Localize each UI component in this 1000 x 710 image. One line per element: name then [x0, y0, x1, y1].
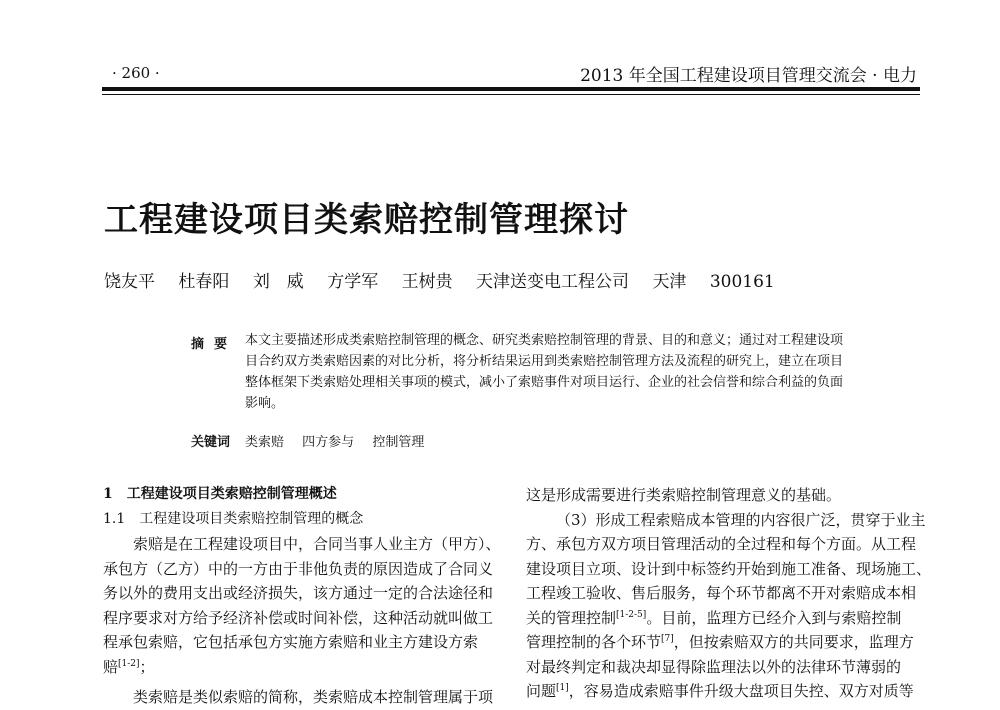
keyword: 控制管理 [372, 435, 425, 450]
city: 天津 [652, 272, 687, 292]
text-run: 问题 [526, 682, 557, 700]
text-run: ，但按索赔双方的共同要求，监理方 [673, 633, 914, 651]
paragraph-line: 建设项目立项、设计到中标签约开始到施工准备、现场施工、 [526, 559, 932, 578]
paragraph-line: （3）形成工程索赔成本管理的内容很广泛，贯穿于业主 [556, 510, 926, 529]
citation: [1-2-5] [616, 609, 647, 620]
paragraph-line: 类索赔是类似索赔的简称，类索赔成本控制管理属于项 [133, 688, 494, 706]
author: 刘 威 [252, 272, 304, 292]
paragraph-line: 这是形成需要进行类索赔控制管理意义的基础。 [526, 486, 842, 504]
abstract-line: 整体框架下类索赔处理相关事项的模式，减小了索赔事件对项目运行、企业的社会信誉和综合利益的负面 [245, 375, 844, 390]
paragraph-line: 程序要求对方给予经济补偿或时间补偿，这种活动就叫做工 [103, 608, 494, 627]
header-rule-thin [102, 94, 920, 95]
left-column-body [103, 532, 501, 710]
subsection-heading: 1.1 工程建设项目类索赔控制管理的概念 [103, 511, 364, 527]
abstract-line: 影响。 [245, 396, 285, 411]
text-run: ，容易造成索赔事件升级大盘项目失控、双方对质等 [568, 682, 914, 700]
paragraph-line [103, 655, 495, 680]
keyword: 四方参与 [302, 435, 355, 450]
paragraph-line: 方、承包方双方项目管理活动的全过程和每个方面。从工程 [526, 535, 917, 553]
citation: [1-2] [118, 658, 140, 669]
text-run: 关的管理控制 [526, 608, 617, 627]
keywords-label: 关键词 [191, 435, 231, 450]
abstract-line: 本文主要描述形成类索赔控制管理的概念、研究类索赔控制管理的背景、目的和意义；通过对工程建设项 [245, 333, 844, 348]
paragraph-line [526, 630, 918, 655]
text-run: 赔 [103, 657, 119, 676]
paragraph-line: 承包方（乙方）中的一方由于非他负责的原因造成了合同义 [103, 559, 494, 578]
citation: [7] [661, 634, 674, 644]
paragraph-line [526, 679, 918, 704]
text-run: 。目前，监理方已经介入到与索赔控制 [646, 608, 902, 627]
header-rule-thick [102, 87, 920, 91]
keyword: 类索赔 [245, 435, 285, 450]
paragraph-line: 索赔是在工程建设项目中，合同当事人业主方（甲方）、 [133, 535, 501, 553]
author: 王树贵 [401, 272, 453, 292]
abstract-label: 摘要 [191, 337, 238, 352]
paper-title: 工程建设项目类索赔控制管理探讨 [104, 200, 629, 240]
paragraph-line [526, 606, 918, 631]
text-run: 管理控制的各个环节 [526, 633, 662, 651]
author-line [104, 267, 793, 292]
affiliation: 天津送变电工程公司 [476, 272, 630, 292]
right-column-body [526, 483, 932, 704]
journal-running-head: 2013 年全国工程建设项目管理交流会 · 电力 [580, 66, 917, 86]
paragraph-line: 务以外的费用支出或经济损失，该方通过一定的合法途径和 [103, 584, 494, 602]
author: 杜春阳 [178, 272, 230, 292]
author: 方学军 [327, 272, 379, 292]
abstract-body [245, 330, 859, 414]
keywords-list [245, 431, 438, 450]
text-run: ； [139, 657, 155, 676]
page-number: · 260 · [112, 64, 160, 82]
paragraph-line: 程承包索赔，它包括承包方实施方索赔和业主方建设方索 [103, 633, 479, 651]
postcode: 300161 [709, 272, 775, 292]
paragraph-line: 工程竣工验收、售后服务，每个环节都离不开对索赔成本相 [526, 584, 917, 602]
abstract-line: 目合约双方类索赔因素的对比分析，将分析结果运用到类索赔控制管理方法及流程的研究上，建立在项目 [245, 354, 844, 369]
paragraph-line: 对最终判定和裁决却显得除监理法以外的法律环节薄弱的 [526, 657, 902, 676]
citation: [1] [556, 683, 569, 693]
section-heading: 1 工程建设项目类索赔控制管理概述 [103, 486, 337, 502]
author: 饶友平 [104, 272, 155, 292]
